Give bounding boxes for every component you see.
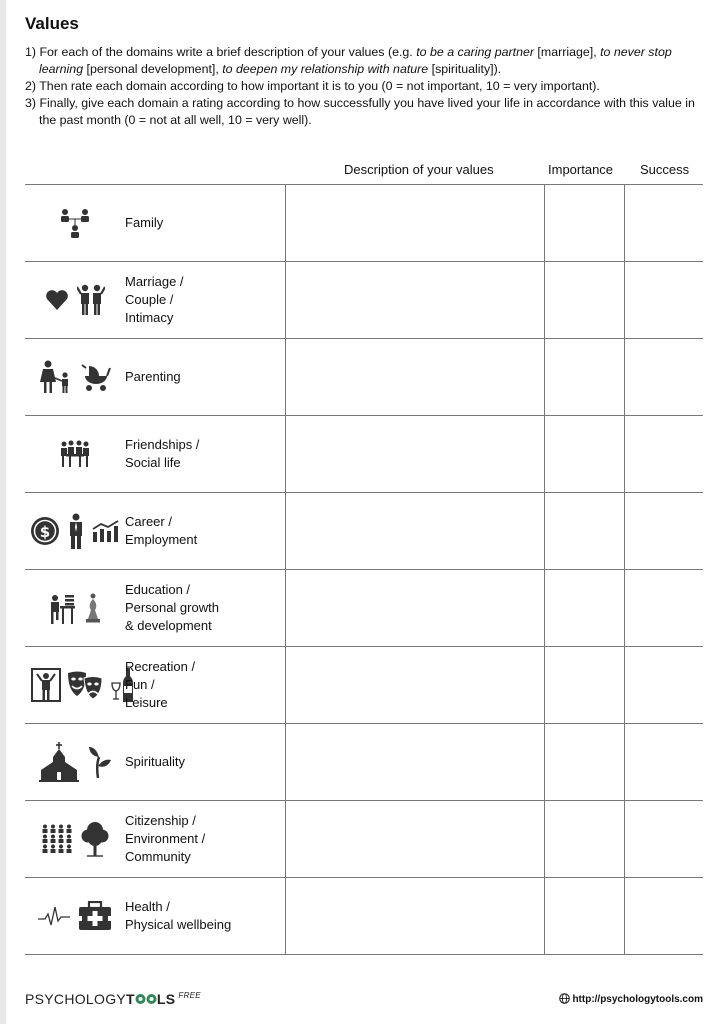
- success-cell[interactable]: [625, 416, 704, 493]
- pram-icon: [81, 362, 111, 392]
- importance-cell[interactable]: [545, 647, 625, 724]
- cinema-icon: [31, 668, 61, 702]
- heart-icon: [45, 289, 69, 311]
- church-icon: [38, 742, 80, 782]
- theatre-masks-icon: [66, 670, 104, 700]
- table-row: $ Career / Employment: [25, 493, 703, 570]
- tree-icon: [81, 821, 109, 857]
- description-cell[interactable]: [286, 801, 545, 878]
- importance-cell[interactable]: [545, 570, 625, 647]
- importance-cell[interactable]: [545, 416, 625, 493]
- page-title: Values: [25, 14, 79, 33]
- left-margin-bar: [0, 0, 6, 1024]
- description-cell[interactable]: [286, 647, 545, 724]
- instruction-2: 2) Then rate each domain according to how important it is to you (0 = not important, 10 = very important).: [25, 79, 600, 93]
- table-row: [25, 724, 703, 801]
- importance-cell[interactable]: [545, 339, 625, 416]
- success-cell[interactable]: [625, 801, 704, 878]
- table-row: Recreation / Fun / Leisure: [25, 647, 703, 724]
- globe-icon: [559, 993, 570, 1004]
- crowd-icon: [41, 824, 73, 854]
- success-cell[interactable]: [625, 647, 704, 724]
- businessman-icon: [68, 513, 84, 549]
- table-row: [25, 185, 703, 262]
- first-aid-kit-icon: [78, 901, 112, 931]
- success-cell[interactable]: [625, 339, 704, 416]
- table-row: Health / Physical wellbeing: [25, 878, 703, 955]
- group-table-icon: [60, 440, 90, 468]
- importance-cell[interactable]: [545, 262, 625, 339]
- flower-icon: [135, 993, 157, 1005]
- student-desk-icon: [48, 592, 76, 624]
- success-cell[interactable]: [625, 724, 704, 801]
- importance-cell[interactable]: [545, 493, 625, 570]
- table-row: [25, 339, 703, 416]
- description-cell[interactable]: [286, 724, 545, 801]
- growth-chart-icon: [92, 520, 120, 542]
- parent-child-icon: [39, 360, 73, 394]
- importance-cell[interactable]: [545, 801, 625, 878]
- description-cell[interactable]: [286, 570, 545, 647]
- instructions: [25, 44, 710, 129]
- header-description: Description of your values: [344, 162, 494, 177]
- domain-label-career: Career /: [125, 514, 172, 529]
- success-cell[interactable]: [625, 262, 704, 339]
- sprout-icon: [88, 745, 112, 779]
- domain-label-recreation: Recreation /: [125, 659, 196, 674]
- domain-label-friendships: Friendships /: [125, 437, 200, 452]
- domain-label-health: Health /: [125, 899, 170, 914]
- values-table: [25, 184, 703, 955]
- description-cell[interactable]: [286, 339, 545, 416]
- description-cell[interactable]: [286, 878, 545, 955]
- success-cell[interactable]: [625, 570, 704, 647]
- header-importance: Importance: [548, 162, 614, 177]
- success-cell[interactable]: [625, 878, 704, 955]
- instruction-3: 3) Finally, give each domain a rating according to how successfully you have lived your life in accordance with this value in the past month (0 = not at all well, 10 = very well).: [25, 96, 695, 127]
- domain-label-family: Family: [125, 215, 164, 230]
- description-cell[interactable]: [286, 416, 545, 493]
- domain-label-parenting: Parenting: [125, 369, 181, 384]
- table-row: Friendships / Social life: [25, 416, 703, 493]
- domain-label-spirituality: Spirituality: [125, 754, 185, 769]
- importance-cell[interactable]: [545, 185, 625, 262]
- table-row: Marriage / Couple / Intimacy: [25, 262, 703, 339]
- importance-cell[interactable]: [545, 724, 625, 801]
- table-row: Education / Personal growth & development: [25, 570, 703, 647]
- family-tree-icon: [57, 208, 93, 238]
- svg-text:$: $: [39, 523, 50, 541]
- domain-label-citizenship: Citizenship /: [125, 813, 196, 828]
- success-cell[interactable]: [625, 493, 704, 570]
- brand-logo: PSYCHOLOGYT LS $^{FREE}$: [25, 991, 201, 1007]
- website-link[interactable]: http://psychologytools.com: [559, 993, 703, 1005]
- header-success: Success: [640, 162, 690, 177]
- table-row: Citizenship / Environment / Community: [25, 801, 703, 878]
- heartbeat-icon: [38, 905, 70, 927]
- success-cell[interactable]: [625, 185, 704, 262]
- description-cell[interactable]: [286, 185, 545, 262]
- description-cell[interactable]: [286, 493, 545, 570]
- domain-label-education: Education /: [125, 582, 191, 597]
- domain-label-marriage: Marriage /: [125, 274, 184, 289]
- instruction-1: 1) For each of the domains write a brief description of your values (e.g. to be a caring partner [marriage], to never stop learning [personal development], to deepen my relationship with nature [spirituality]).: [25, 45, 672, 76]
- couple-icon: [77, 284, 105, 316]
- importance-cell[interactable]: [545, 878, 625, 955]
- chess-piece-icon: [84, 593, 102, 623]
- description-cell[interactable]: [286, 262, 545, 339]
- dollar-coin-icon: [30, 516, 60, 546]
